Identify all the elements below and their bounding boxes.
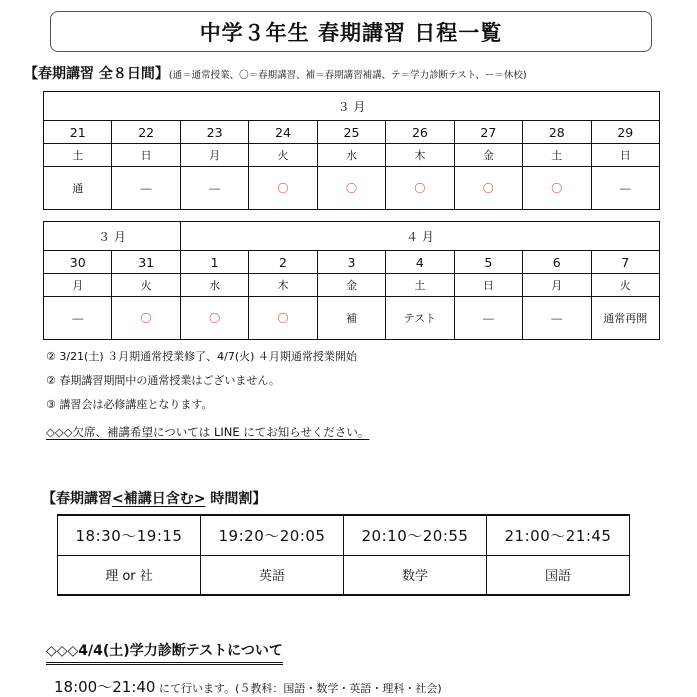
date-cell: 28 [523,121,591,144]
spring-course-mark: 〇 [454,167,522,210]
page-title: 中学３年生 春期講習 日程一覧 [50,11,652,52]
spring-course-mark: 〇 [180,297,248,340]
makeup-class-mark: 補 [317,297,385,340]
date-cell: 22 [112,121,180,144]
weekday-cell: 木 [249,274,317,297]
weekday-cell: 火 [591,274,660,297]
regular-resume-mark: 通常再開 [591,297,660,340]
weekday-cell: 火 [112,274,180,297]
spring-course-mark: 〇 [112,297,180,340]
time-row [58,515,630,555]
closed-mark: ― [523,297,591,340]
closed-mark: ― [454,297,522,340]
closed-mark: ― [44,297,112,340]
spring-course-mark: 〇 [249,297,317,340]
weekday-row [44,274,660,297]
calendar-table-march-april [43,221,660,340]
date-cell: 2 [249,251,317,274]
date-cell: 1 [180,251,248,274]
timetable [57,514,630,596]
test-subjects: (５教科：国語・数学・英語・理科・社会) [235,682,442,695]
date-cell: 3 [317,251,385,274]
date-cell: 25 [317,121,385,144]
closed-mark: ― [180,167,248,210]
weekday-cell: 水 [317,144,385,167]
time-slot: 19:20～20:05 [201,515,344,555]
timetable-heading [42,488,266,508]
weekday-cell: 金 [317,274,385,297]
date-row [44,121,660,144]
weekday-cell: 土 [44,144,112,167]
date-cell: 5 [454,251,522,274]
weekday-cell: 金 [454,144,522,167]
date-cell: 23 [180,121,248,144]
month-header-april: ４ 月 [180,222,659,251]
time-slot: 20:10～20:55 [344,515,487,555]
date-cell: 27 [454,121,522,144]
timetable-heading-suffix: 時間割】 [205,491,267,507]
subject-cell: 数学 [344,555,487,595]
note-item: ② 春期講習期間中の通常授業はございません。 [46,374,281,387]
date-cell: 6 [523,251,591,274]
summary-heading: 【春期講習 全８日間】 [24,66,169,82]
calendar-table-march [43,91,660,210]
subject-cell: 理 or 社 [58,555,201,595]
timetable-heading-underlined: <補講日含む> [112,491,206,507]
spring-course-mark: 〇 [386,167,454,210]
test-mark: テスト [386,297,454,340]
note-item: ③ 講習会は必修講座となります。 [46,398,213,411]
date-cell: 7 [591,251,660,274]
test-heading: ◇◇◇4/4(土)学力診断テストについて [46,640,283,665]
time-slot: 21:00～21:45 [487,515,630,555]
subject-cell: 英語 [201,555,344,595]
time-slot: 18:30～19:15 [58,515,201,555]
schedule-summary [24,63,527,83]
subject-row [58,555,630,595]
spring-course-mark: 〇 [249,167,317,210]
test-text: にて行います。 [155,682,236,695]
weekday-cell: 火 [249,144,317,167]
date-cell: 21 [44,121,112,144]
closed-mark: ― [591,167,660,210]
closed-mark: ― [112,167,180,210]
weekday-cell: 水 [180,274,248,297]
date-cell: 30 [44,251,112,274]
spring-course-mark: 〇 [317,167,385,210]
weekday-cell: 月 [523,274,591,297]
date-cell: 31 [112,251,180,274]
weekday-cell: 日 [591,144,660,167]
weekday-cell: 日 [454,274,522,297]
test-details [54,676,442,697]
spring-course-mark: 〇 [523,167,591,210]
date-row [44,251,660,274]
timetable-heading-prefix: 【春期講習 [42,491,112,507]
date-cell: 4 [386,251,454,274]
weekday-row [44,144,660,167]
mark-legend: (通＝通常授業、〇＝春期講習、補＝春期講習補講、テ＝学力診断テスト、ー＝休校) [168,70,527,81]
mark-cell: 通 [44,167,112,210]
note-item: ② 3/21(土) ３月期通常授業修了、4/7(火) ４月期通常授業開始 [46,350,357,363]
month-header-march: ３ 月 [44,222,181,251]
weekday-cell: 月 [44,274,112,297]
weekday-cell: 土 [386,274,454,297]
date-cell: 24 [249,121,317,144]
weekday-cell: 月 [180,144,248,167]
date-cell: 29 [591,121,660,144]
subject-cell: 国語 [487,555,630,595]
weekday-cell: 木 [386,144,454,167]
weekday-cell: 日 [112,144,180,167]
test-time: 18:00～21:40 [54,678,156,696]
month-header: ３ 月 [44,92,660,121]
date-cell: 26 [386,121,454,144]
line-notice: ◇◇◇欠席、補講希望については LINE にてお知らせください。 [46,425,370,439]
weekday-cell: 土 [523,144,591,167]
mark-row [44,167,660,210]
mark-row [44,297,660,340]
